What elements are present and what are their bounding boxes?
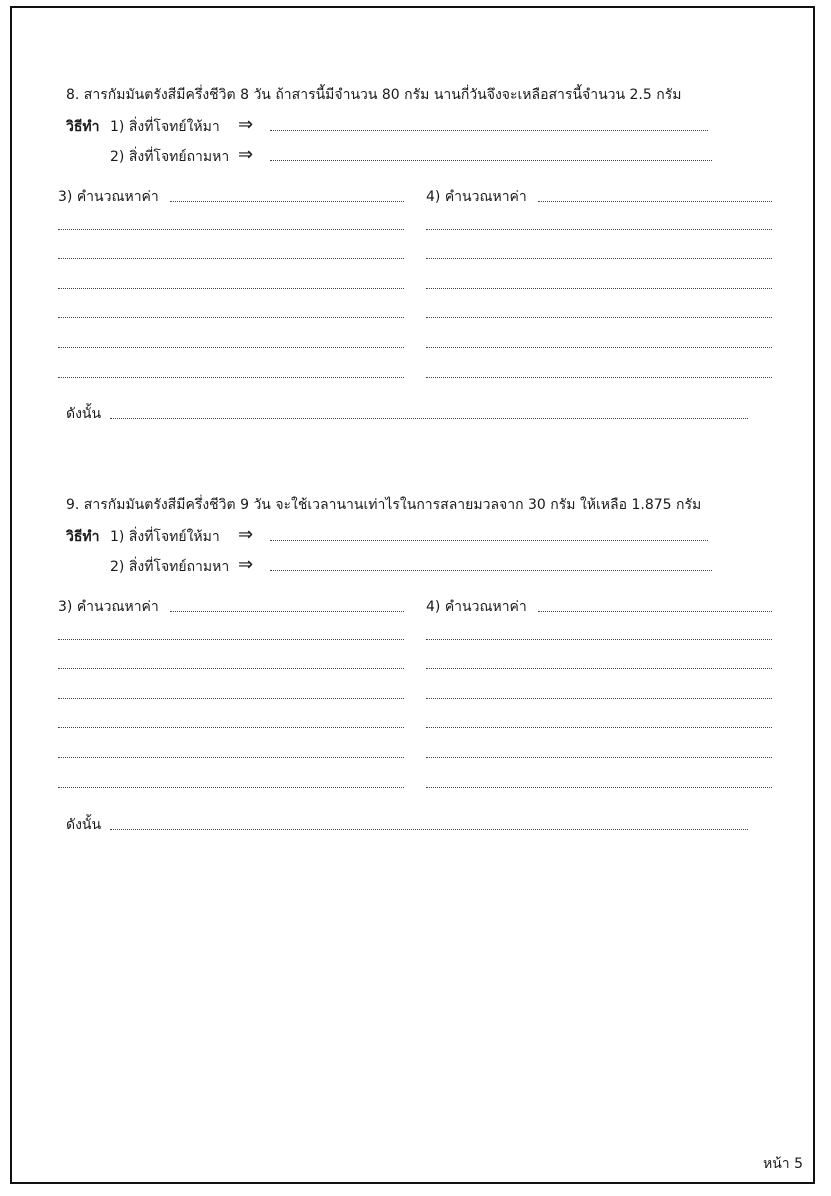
work-line-right[interactable] bbox=[426, 347, 772, 348]
work-line-right[interactable] bbox=[426, 698, 772, 699]
work-line-left[interactable] bbox=[58, 288, 404, 289]
step4-label: 4) คำนวณหาค่า bbox=[426, 599, 527, 615]
work-line-left[interactable] bbox=[58, 639, 404, 640]
answer-line-given[interactable] bbox=[270, 130, 708, 131]
answer-line-asked[interactable] bbox=[270, 570, 712, 571]
step4-label: 4) คำนวณหาค่า bbox=[426, 189, 527, 205]
work-line-right[interactable] bbox=[426, 668, 772, 669]
work-line-right[interactable] bbox=[426, 229, 772, 230]
work-line-right[interactable] bbox=[426, 727, 772, 728]
page-frame bbox=[10, 6, 815, 1184]
conclusion-line[interactable] bbox=[110, 829, 748, 830]
work-line-left[interactable] bbox=[58, 727, 404, 728]
conclusion-label: ดังนั้น bbox=[66, 817, 102, 833]
step1-label: 1) สิ่งที่โจทย์ให้มา bbox=[110, 119, 220, 135]
work-line-right[interactable] bbox=[426, 639, 772, 640]
work-line-left[interactable] bbox=[58, 787, 404, 788]
method-label: วิธีทำ bbox=[66, 529, 100, 545]
work-line-left[interactable] bbox=[58, 347, 404, 348]
work-line-left[interactable] bbox=[58, 698, 404, 699]
step1-label: 1) สิ่งที่โจทย์ให้มา bbox=[110, 529, 220, 545]
work-line-left[interactable] bbox=[58, 668, 404, 669]
work-line-left[interactable] bbox=[58, 377, 404, 378]
conclusion-line[interactable] bbox=[110, 418, 748, 419]
work-line-right[interactable] bbox=[426, 258, 772, 259]
page-number: หน้า 5 bbox=[762, 1156, 803, 1172]
work-line-left[interactable] bbox=[58, 317, 404, 318]
answer-line-step4[interactable] bbox=[538, 611, 772, 612]
arrow-icon: ⇒ bbox=[238, 144, 254, 165]
question-text: 9. สารกัมมันตรังสีมีครึ่งชีวิต 9 วัน จะใช้เวลานานเท่าไรในการสลายมวลจาก 30 กรัม ให้เหลือ 1.875 กรัม bbox=[66, 497, 702, 513]
work-line-right[interactable] bbox=[426, 288, 772, 289]
step3-label: 3) คำนวณหาค่า bbox=[58, 599, 159, 615]
arrow-icon: ⇒ bbox=[238, 554, 254, 575]
conclusion-label: ดังนั้น bbox=[66, 406, 102, 422]
work-line-right[interactable] bbox=[426, 377, 772, 378]
answer-line-step4[interactable] bbox=[538, 201, 772, 202]
work-line-right[interactable] bbox=[426, 317, 772, 318]
work-line-right[interactable] bbox=[426, 757, 772, 758]
step2-label: 2) สิ่งที่โจทย์ถามหา bbox=[110, 149, 230, 165]
work-line-right[interactable] bbox=[426, 787, 772, 788]
method-label: วิธีทำ bbox=[66, 119, 100, 135]
work-line-left[interactable] bbox=[58, 757, 404, 758]
answer-line-step3[interactable] bbox=[170, 611, 404, 612]
answer-line-asked[interactable] bbox=[270, 160, 712, 161]
step2-label: 2) สิ่งที่โจทย์ถามหา bbox=[110, 559, 230, 575]
answer-line-step3[interactable] bbox=[170, 201, 404, 202]
step3-label: 3) คำนวณหาค่า bbox=[58, 189, 159, 205]
arrow-icon: ⇒ bbox=[238, 524, 254, 545]
answer-line-given[interactable] bbox=[270, 540, 708, 541]
arrow-icon: ⇒ bbox=[238, 114, 254, 135]
work-line-left[interactable] bbox=[58, 258, 404, 259]
work-line-left[interactable] bbox=[58, 229, 404, 230]
question-text: 8. สารกัมมันตรังสีมีครึ่งชีวิต 8 วัน ถ้าสารนี้มีจำนวน 80 กรัม นานกี่วันจึงจะเหลือสารนี้จำนวน 2.5 กรัม bbox=[66, 87, 682, 103]
